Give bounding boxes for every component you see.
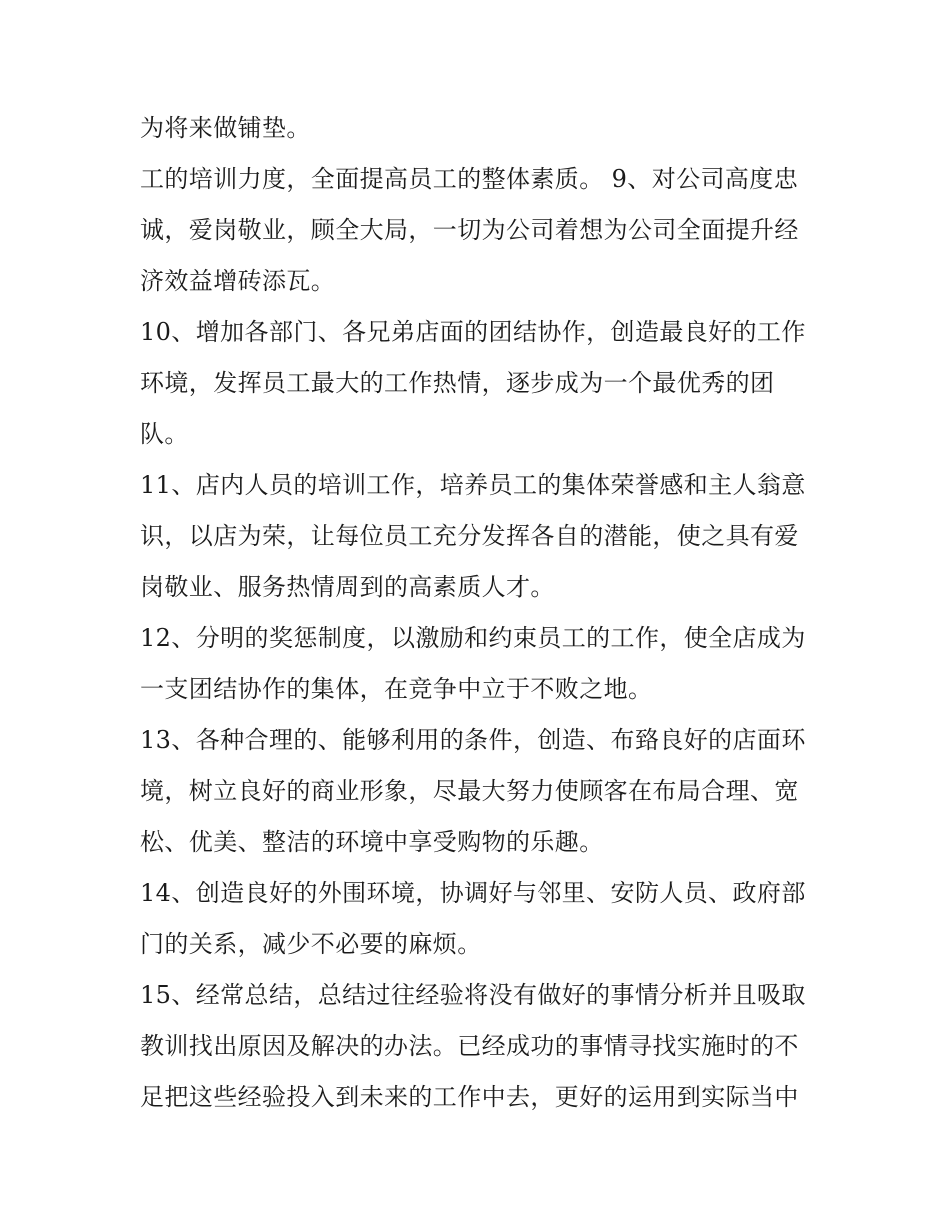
paragraph-intro: 为将来做铺垫。 — [140, 114, 311, 142]
paragraph-item-13: 13、各种合理的、能够利用的条件，创造、布臵良好的店面环 境，树立良好的商业形象，尽最大努力使顾客在布局合理、宽 松、优美、整洁的环境中享受购物的乐趣。 — [140, 726, 806, 856]
paragraph-item-15: 15、经常总结，总结过往经验将没有做好的事情分析并且吸取 教训找出原因及解决的办法。已经成功的事情寻找实施时的不 足把这些经验投入到未来的工作中去，更好的运用到实际当中 — [140, 981, 806, 1111]
paragraph-item-9: 工的培训力度，全面提高员工的整体素质。 9、对公司高度忠 诚，爱岗敬业，顾全大局，一切为公司着想为公司全面提升经 济效益增砖添瓦。 — [140, 165, 799, 295]
body-text — [140, 103, 830, 1123]
paragraph-item-11: 11、店内人员的培训工作，培养员工的集体荣誉感和主人翁意 识，以店为荣，让每位员工充分发挥各自的潜能，使之具有爱 岗敬业、服务热情周到的高素质人才。 — [140, 471, 806, 601]
paragraph-item-10: 10、增加各部门、各兄弟店面的团结协作，创造最良好的工作 环境，发挥员工最大的工作热情，逐步成为一个最优秀的团 队。 — [140, 318, 806, 448]
paragraph-item-14: 14、创造良好的外围环境，协调好与邻里、安防人员、政府部 门的关系，减少不必要的麻烦。 — [140, 879, 806, 958]
paragraph-item-12: 12、分明的奖惩制度，以激励和约束员工的工作，使全店成为 一支团结协作的集体，在竞争中立于不败之地。 — [140, 624, 806, 703]
